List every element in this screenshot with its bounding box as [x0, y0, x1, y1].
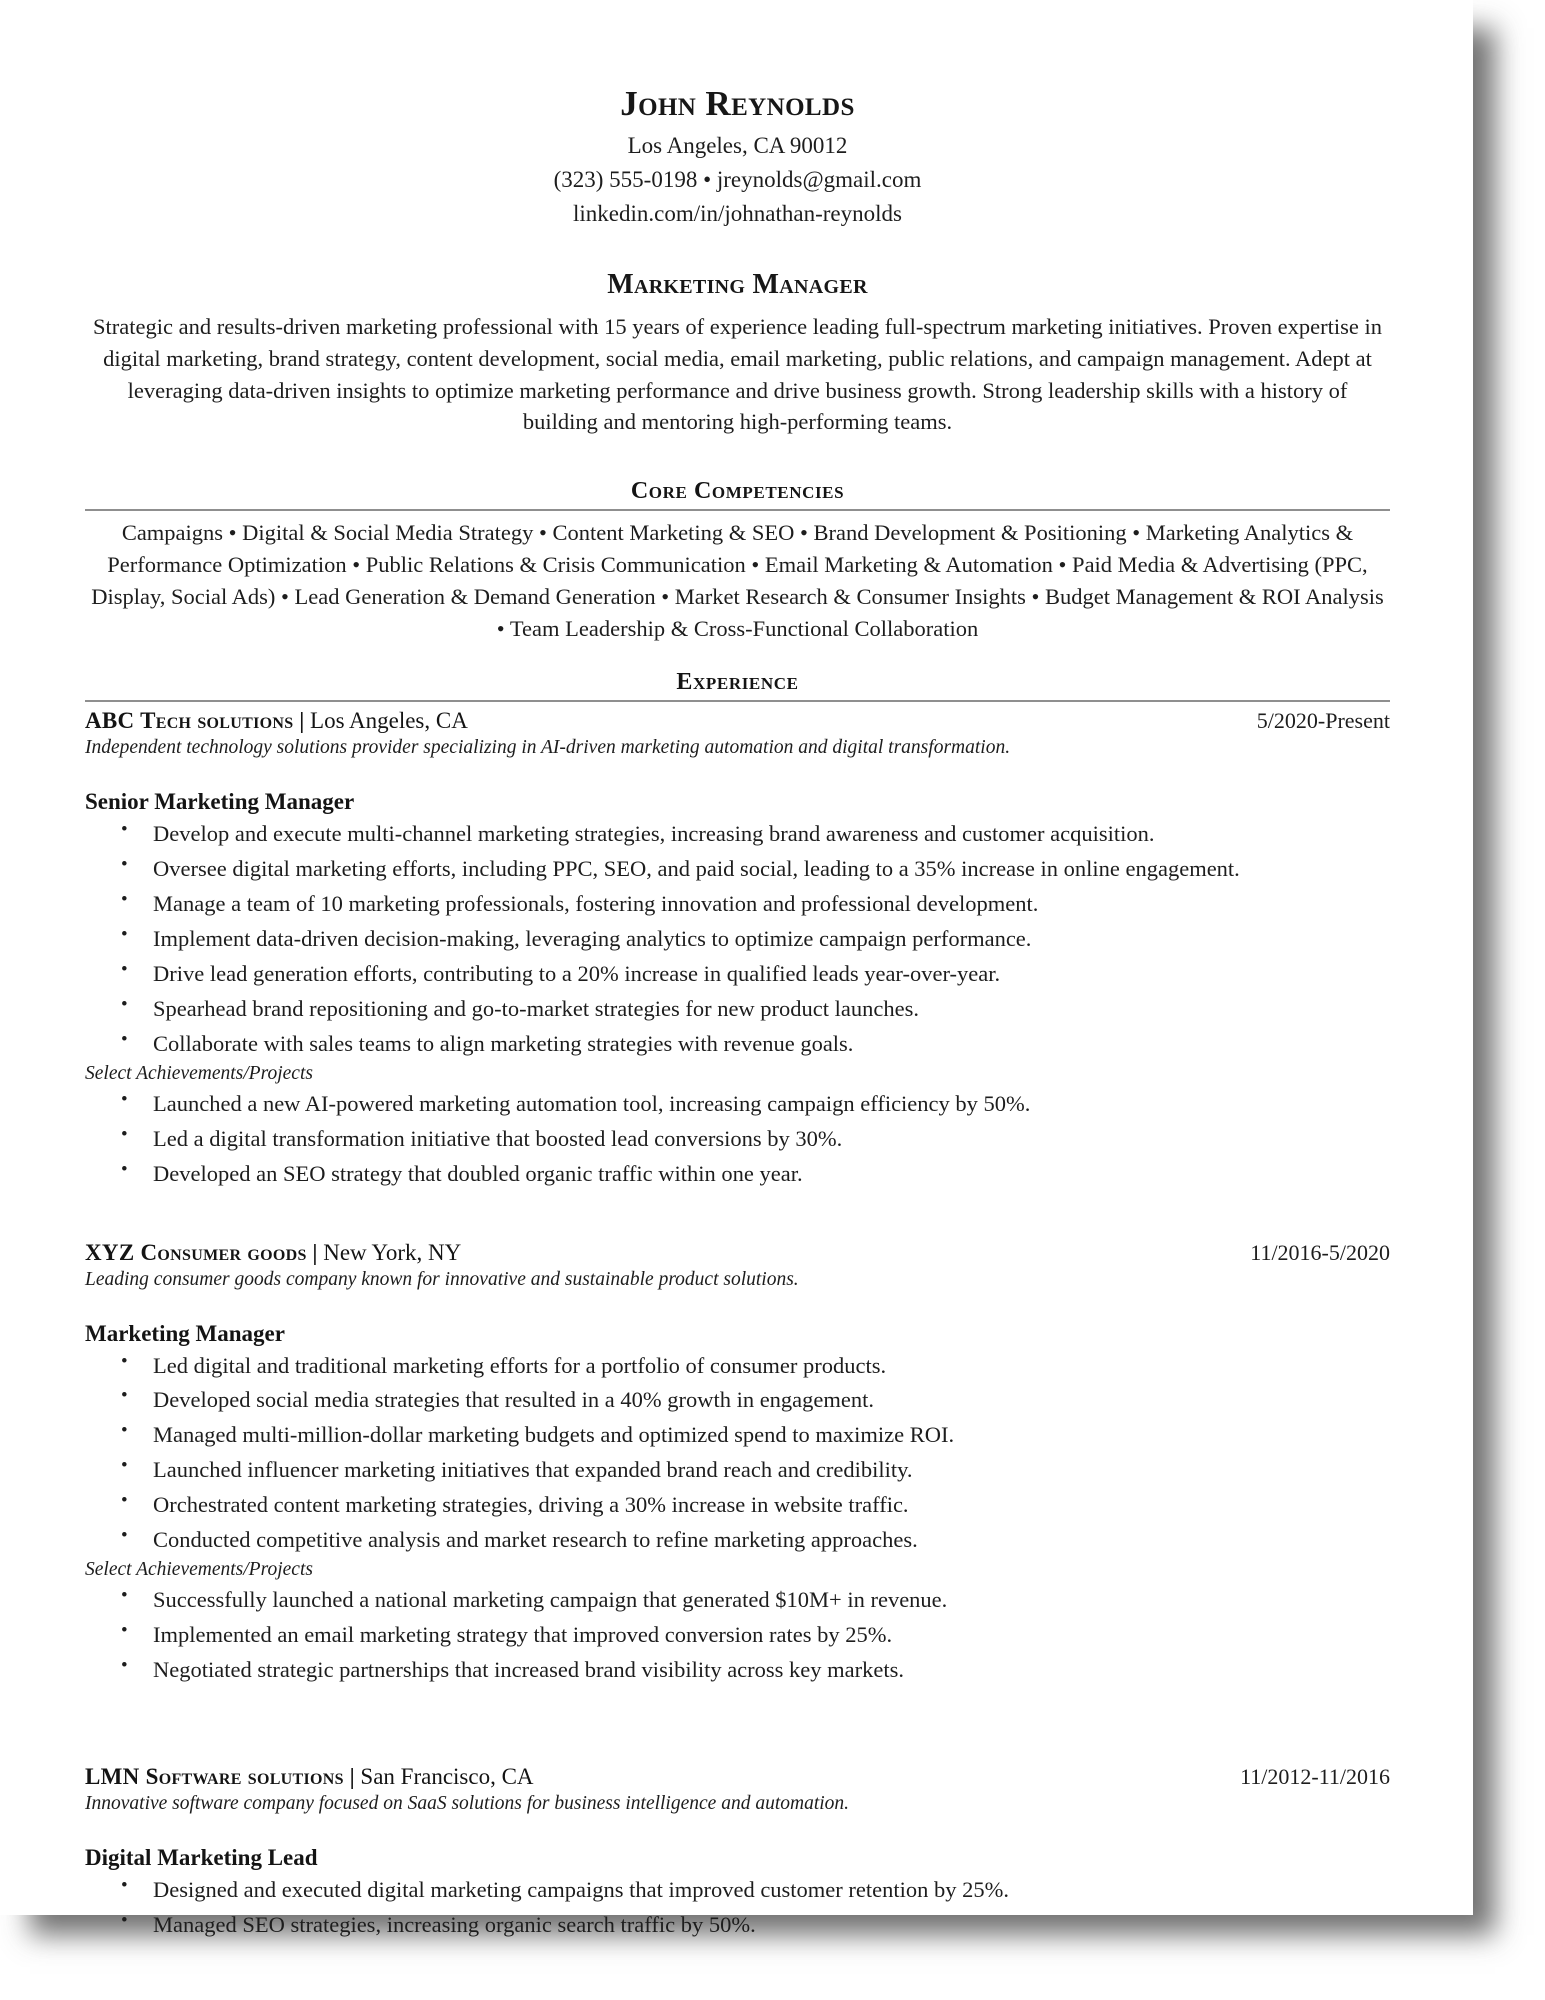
contact-phone-email: (323) 555-0198 • jreynolds@gmail.com — [553, 166, 922, 192]
list-item: • Develop and execute multi-channel marketing strategies, increasing brand awareness and customer acquisition. — [85, 818, 1390, 850]
list-item: • Led digital and traditional marketing efforts for a portfolio of consumer products. — [85, 1350, 1390, 1382]
employer-separator: | — [306, 1239, 324, 1265]
experience-entry-header — [85, 708, 1390, 734]
employer-separator: | — [293, 708, 311, 734]
employer-separator: | — [343, 1763, 361, 1789]
employment-dates: 11/2016-5/2020 — [1250, 1239, 1390, 1265]
list-item: • Developed an SEO strategy that doubled organic traffic within one year. — [85, 1158, 1390, 1190]
achievement-list — [85, 1584, 1390, 1686]
employer-description: Independent technology solutions provider specializing in AI-driven marketing automation and digital transformation. — [85, 737, 1011, 759]
entry-spacer — [85, 1686, 1390, 1758]
list-item: • Spearhead brand repositioning and go-to-market strategies for new product launches. — [85, 993, 1390, 1025]
list-item: • Oversee digital marketing efforts, including PPC, SEO, and paid social, leading to a 35% increase in online engagement. — [85, 853, 1390, 885]
employer-location: Los Angeles, CA — [310, 708, 468, 734]
employer-name: XYZ Consumer goods — [85, 1239, 307, 1265]
employer-location: San Francisco, CA — [360, 1763, 534, 1789]
employer-line — [85, 708, 468, 734]
list-item: • Conducted competitive analysis and market research to refine marketing approaches. — [85, 1524, 1390, 1556]
employer-name: LMN Software solutions — [85, 1763, 344, 1789]
employer-description: Leading consumer goods company known for innovative and sustainable product solutions. — [85, 1268, 799, 1290]
achievements-label: Select Achievements/Projects — [85, 1559, 313, 1581]
professional-summary: Strategic and results-driven marketing professional with 15 years of experience leading full-spectrum marketing initiatives. Proven expertise in digital marketing, brand strategy, content development, social media, email marketing, public relations, and campaign management. Adept at leveraging data-driven insights to optimize marketing performance and drive business growth. Strong leadership skills with a history of building and mentoring high-performing teams. — [93, 313, 1382, 435]
list-item: • Collaborate with sales teams to align marketing strategies with revenue goals. — [85, 1028, 1390, 1060]
list-item: • Launched influencer marketing initiatives that expanded brand reach and credibility. — [85, 1454, 1390, 1486]
list-item: • Implement data-driven decision-making, leveraging analytics to optimize campaign performance. — [85, 923, 1390, 955]
employer-line — [85, 1764, 534, 1790]
employer-line — [85, 1240, 461, 1266]
responsibility-list — [85, 818, 1390, 1060]
responsibility-list — [85, 1350, 1390, 1557]
page-title: John Reynolds — [620, 84, 855, 123]
job-title: Marketing Manager — [85, 1320, 285, 1346]
list-item: • Developed social media strategies that resulted in a 40% growth in engagement. — [85, 1384, 1390, 1416]
list-item: • Launched a new AI-powered marketing automation tool, increasing campaign efficiency by 50%. — [85, 1088, 1390, 1120]
section-heading-core-competencies: Core Competencies — [85, 478, 1390, 511]
list-item: • Implemented an email marketing strategy that improved conversion rates by 25%. — [85, 1619, 1390, 1651]
list-item: • Managed SEO strategies, increasing organic search traffic by 50%. — [85, 1909, 1390, 1941]
list-item: • Led a digital transformation initiative that boosted lead conversions by 30%. — [85, 1123, 1390, 1155]
contact-linkedin: linkedin.com/in/johnathan-reynolds — [573, 200, 902, 226]
job-title: Digital Marketing Lead — [85, 1844, 318, 1870]
target-job-title: Marketing Manager — [607, 268, 868, 300]
core-competencies-list: Campaigns • Digital & Social Media Strategy • Content Marketing & SEO • Brand Development & Positioning • Marketing Analytics & Performance Optimization • Public Relations & Crisis Communication • Email Marketing & Automation • Paid Media & Advertising (PPC, Display, Social Ads) • Lead Generation & Demand Generation • Market Research & Consumer Insights • Budget Management & ROI Analysis • Team Leadership & Cross-Functional Collaboration — [91, 520, 1384, 642]
list-item: • Managed multi-million-dollar marketing budgets and optimized spend to maximize ROI. — [85, 1419, 1390, 1451]
experience-entry — [85, 708, 1390, 1189]
experience-entry-header — [85, 1240, 1390, 1266]
job-title: Senior Marketing Manager — [85, 789, 355, 815]
list-item: • Negotiated strategic partnerships that increased brand visibility across key markets. — [85, 1654, 1390, 1686]
responsibility-list — [85, 1874, 1390, 1941]
employer-name: ABC Tech solutions — [85, 708, 294, 734]
list-item: • Successfully launched a national marketing campaign that generated $10M+ in revenue. — [85, 1584, 1390, 1616]
section-heading-experience: Experience — [85, 669, 1390, 702]
list-item: • Designed and executed digital marketing campaigns that improved customer retention by 25%. — [85, 1874, 1390, 1906]
employer-location: New York, NY — [323, 1239, 462, 1265]
employer-description: Innovative software company focused on SaaS solutions for business intelligence and automation. — [85, 1792, 850, 1814]
entry-spacer — [85, 1190, 1390, 1234]
achievements-label: Select Achievements/Projects — [85, 1062, 313, 1084]
experience-entry — [85, 1240, 1390, 1686]
list-item: • Drive lead generation efforts, contributing to a 20% increase in qualified leads year-over-year. — [85, 958, 1390, 990]
resume-content — [85, 0, 1390, 1937]
list-item: • Manage a team of 10 marketing professionals, fostering innovation and professional development. — [85, 888, 1390, 920]
experience-section — [85, 708, 1390, 1941]
employment-dates: 5/2020-Present — [1256, 708, 1390, 734]
experience-entry — [85, 1764, 1390, 1941]
contact-location: Los Angeles, CA 90012 — [627, 133, 848, 158]
achievement-list — [85, 1088, 1390, 1190]
list-item: • Orchestrated content marketing strategies, driving a 30% increase in website traffic. — [85, 1489, 1390, 1521]
employment-dates: 11/2012-11/2016 — [1240, 1763, 1390, 1789]
experience-entry-header — [85, 1764, 1390, 1790]
